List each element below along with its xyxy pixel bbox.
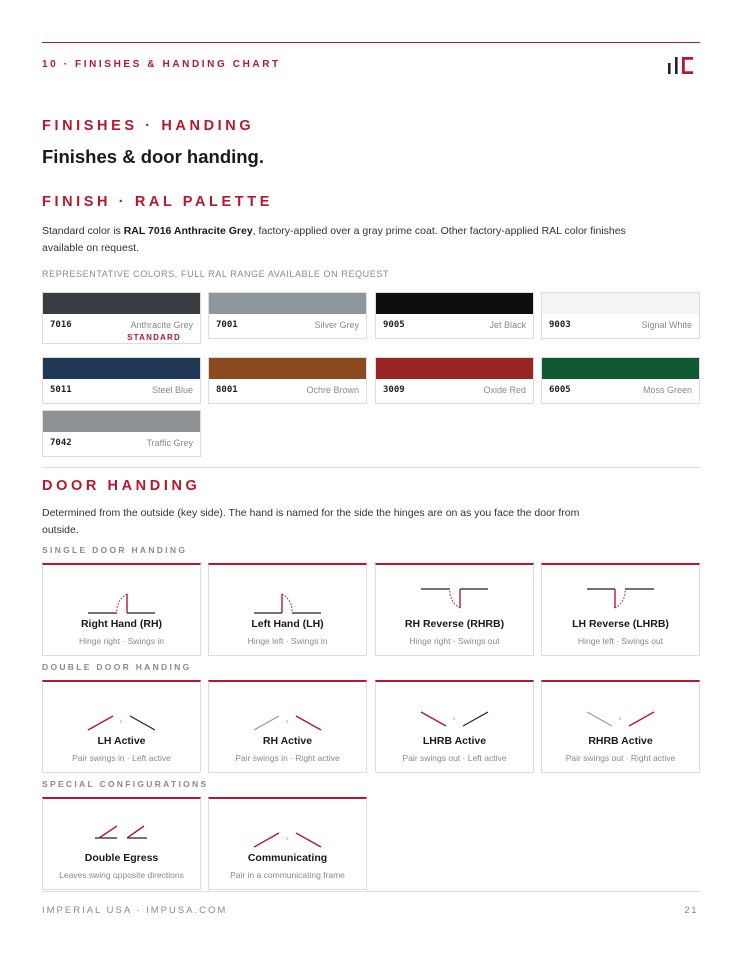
footer-rule [42, 891, 700, 892]
swatch-3009 [375, 357, 534, 404]
handing-title: Right Hand (RH) [80, 618, 163, 630]
swatch-name: Jet Black [489, 320, 526, 330]
double-door-label: DOUBLE DOOR HANDING [42, 662, 192, 672]
pair-rhrb-active-icon [542, 692, 699, 732]
swatch-code: 9003 [549, 320, 571, 330]
handing-subtitle: Pair swings out · Left active [402, 753, 507, 763]
swatch-name: Signal White [641, 320, 692, 330]
handing-subtitle: Pair swings in · Right active [235, 753, 340, 763]
swatch-7001 [208, 292, 367, 339]
handing-title: RH Active [262, 735, 313, 747]
swatch-name: Oxide Red [483, 385, 526, 395]
swatch-code: 9005 [383, 320, 405, 330]
handing-title: LH Reverse (LHRB) [572, 618, 669, 630]
section-label: 10 · FINISHES & HANDING CHART [42, 59, 281, 70]
swatch-color [542, 358, 699, 379]
swatch-9003 [541, 292, 700, 339]
handing-title: RHRB Active [588, 735, 653, 747]
top-rule [42, 42, 700, 43]
page-number: 21 [684, 905, 698, 916]
swatch-5011 [42, 357, 201, 404]
single-door-label: SINGLE DOOR HANDING [42, 545, 188, 555]
swatch-code: 8001 [216, 385, 238, 395]
intro-kicker: FINISHES · HANDING [42, 118, 255, 134]
handing-title: Communicating [247, 852, 328, 864]
swatch-7042 [42, 410, 201, 457]
pair-lhrb-active-icon [376, 692, 533, 732]
swatch-code: 7042 [50, 438, 72, 448]
swatch-name: Ochre Brown [306, 385, 359, 395]
footer-brand: IMPERIAL USA · IMPUSA.COM [42, 905, 228, 916]
swatch-code: 7016 [50, 320, 72, 330]
finish-desc-standard: RAL 7016 Anthracite Grey [123, 225, 253, 237]
handing-card-door-lhrb [541, 563, 700, 656]
double-egress-icon [43, 809, 200, 849]
handing-subtitle: Hinge right · Swings out [409, 636, 500, 646]
handing-card-door-rhrb [375, 563, 534, 656]
swatch-name: Traffic Grey [146, 438, 193, 448]
section-divider [42, 467, 700, 468]
handing-title: LHRB Active [422, 735, 487, 747]
handing-card-communicating [208, 797, 367, 890]
page-title: Finishes & door handing. [42, 146, 264, 167]
handing-card-pair-rh-active [208, 680, 367, 773]
swatch-color [43, 411, 200, 432]
handing-title: Left Hand (LH) [251, 618, 324, 630]
palette-note: REPRESENTATIVE COLORS, FULL RAL RANGE AVAILABLE ON REQUEST [42, 269, 390, 279]
special-config-label: SPECIAL CONFIGURATIONS [42, 779, 209, 789]
swatch-code: 6005 [549, 385, 571, 395]
swatch-name: Silver Grey [314, 320, 359, 330]
handing-subtitle: Hinge right · Swings in [78, 636, 165, 646]
swatch-name: Moss Green [642, 385, 692, 395]
handing-title: RH Reverse (RHRB) [404, 618, 505, 630]
finish-desc-suffix: , factory-applied over a gray prime coat. Other factory-applied RAL color finishes available on request. [42, 225, 626, 254]
handing-subtitle: Leaves swing opposite directions [59, 870, 184, 880]
pair-lh-active-icon [43, 692, 200, 732]
handing-card-pair-lhrb-active [375, 680, 534, 773]
swatch-color [209, 293, 366, 314]
handing-subtitle: Hinge left · Swings in [247, 636, 328, 646]
finish-description [42, 223, 662, 257]
handing-title: LH Active [97, 735, 146, 747]
swatch-name: Steel Blue [151, 385, 193, 395]
swatch-color [542, 293, 699, 314]
handing-card-door-lh [208, 563, 367, 656]
door-rh-icon [43, 575, 200, 615]
pair-rh-active-icon [209, 692, 366, 732]
handing-subtitle: Pair in a communicating frame [230, 870, 345, 880]
door-lh-icon [209, 575, 366, 615]
handing-card-double-egress [42, 797, 201, 890]
swatch-7016 [42, 292, 201, 344]
swatch-9005 [375, 292, 534, 339]
communicating-icon [209, 809, 366, 849]
handing-description: Determined from the outside (key side). The hand is named for the side the hinges are on as you face the door from outside. [42, 507, 580, 536]
swatch-color [376, 293, 533, 314]
handing-subtitle: Hinge left · Swings out [577, 636, 664, 646]
handing-card-pair-rhrb-active [541, 680, 700, 773]
swatch-6005 [541, 357, 700, 404]
handing-kicker: DOOR HANDING [42, 478, 201, 494]
swatch-code: 7001 [216, 320, 238, 330]
swatch-color [43, 358, 200, 379]
imperial-logo-icon [668, 54, 698, 74]
handing-subtitle: Pair swings in · Left active [72, 753, 171, 763]
swatch-code: 5011 [50, 385, 72, 395]
swatch-color [43, 293, 200, 314]
door-lhrb-icon [542, 575, 699, 615]
handing-card-door-rh [42, 563, 201, 656]
finish-desc-prefix: Standard color is [42, 225, 124, 237]
finish-kicker: FINISH · RAL PALETTE [42, 194, 273, 210]
handing-title: Double Egress [84, 852, 159, 864]
swatch-color [209, 358, 366, 379]
door-rhrb-icon [376, 575, 533, 615]
standard-badge: STANDARD [127, 333, 181, 342]
swatch-code: 3009 [383, 385, 405, 395]
handing-subtitle: Pair swings out · Right active [565, 753, 676, 763]
swatch-color [376, 358, 533, 379]
swatch-8001 [208, 357, 367, 404]
swatch-name: Anthracite Grey [130, 320, 193, 330]
handing-card-pair-lh-active [42, 680, 201, 773]
